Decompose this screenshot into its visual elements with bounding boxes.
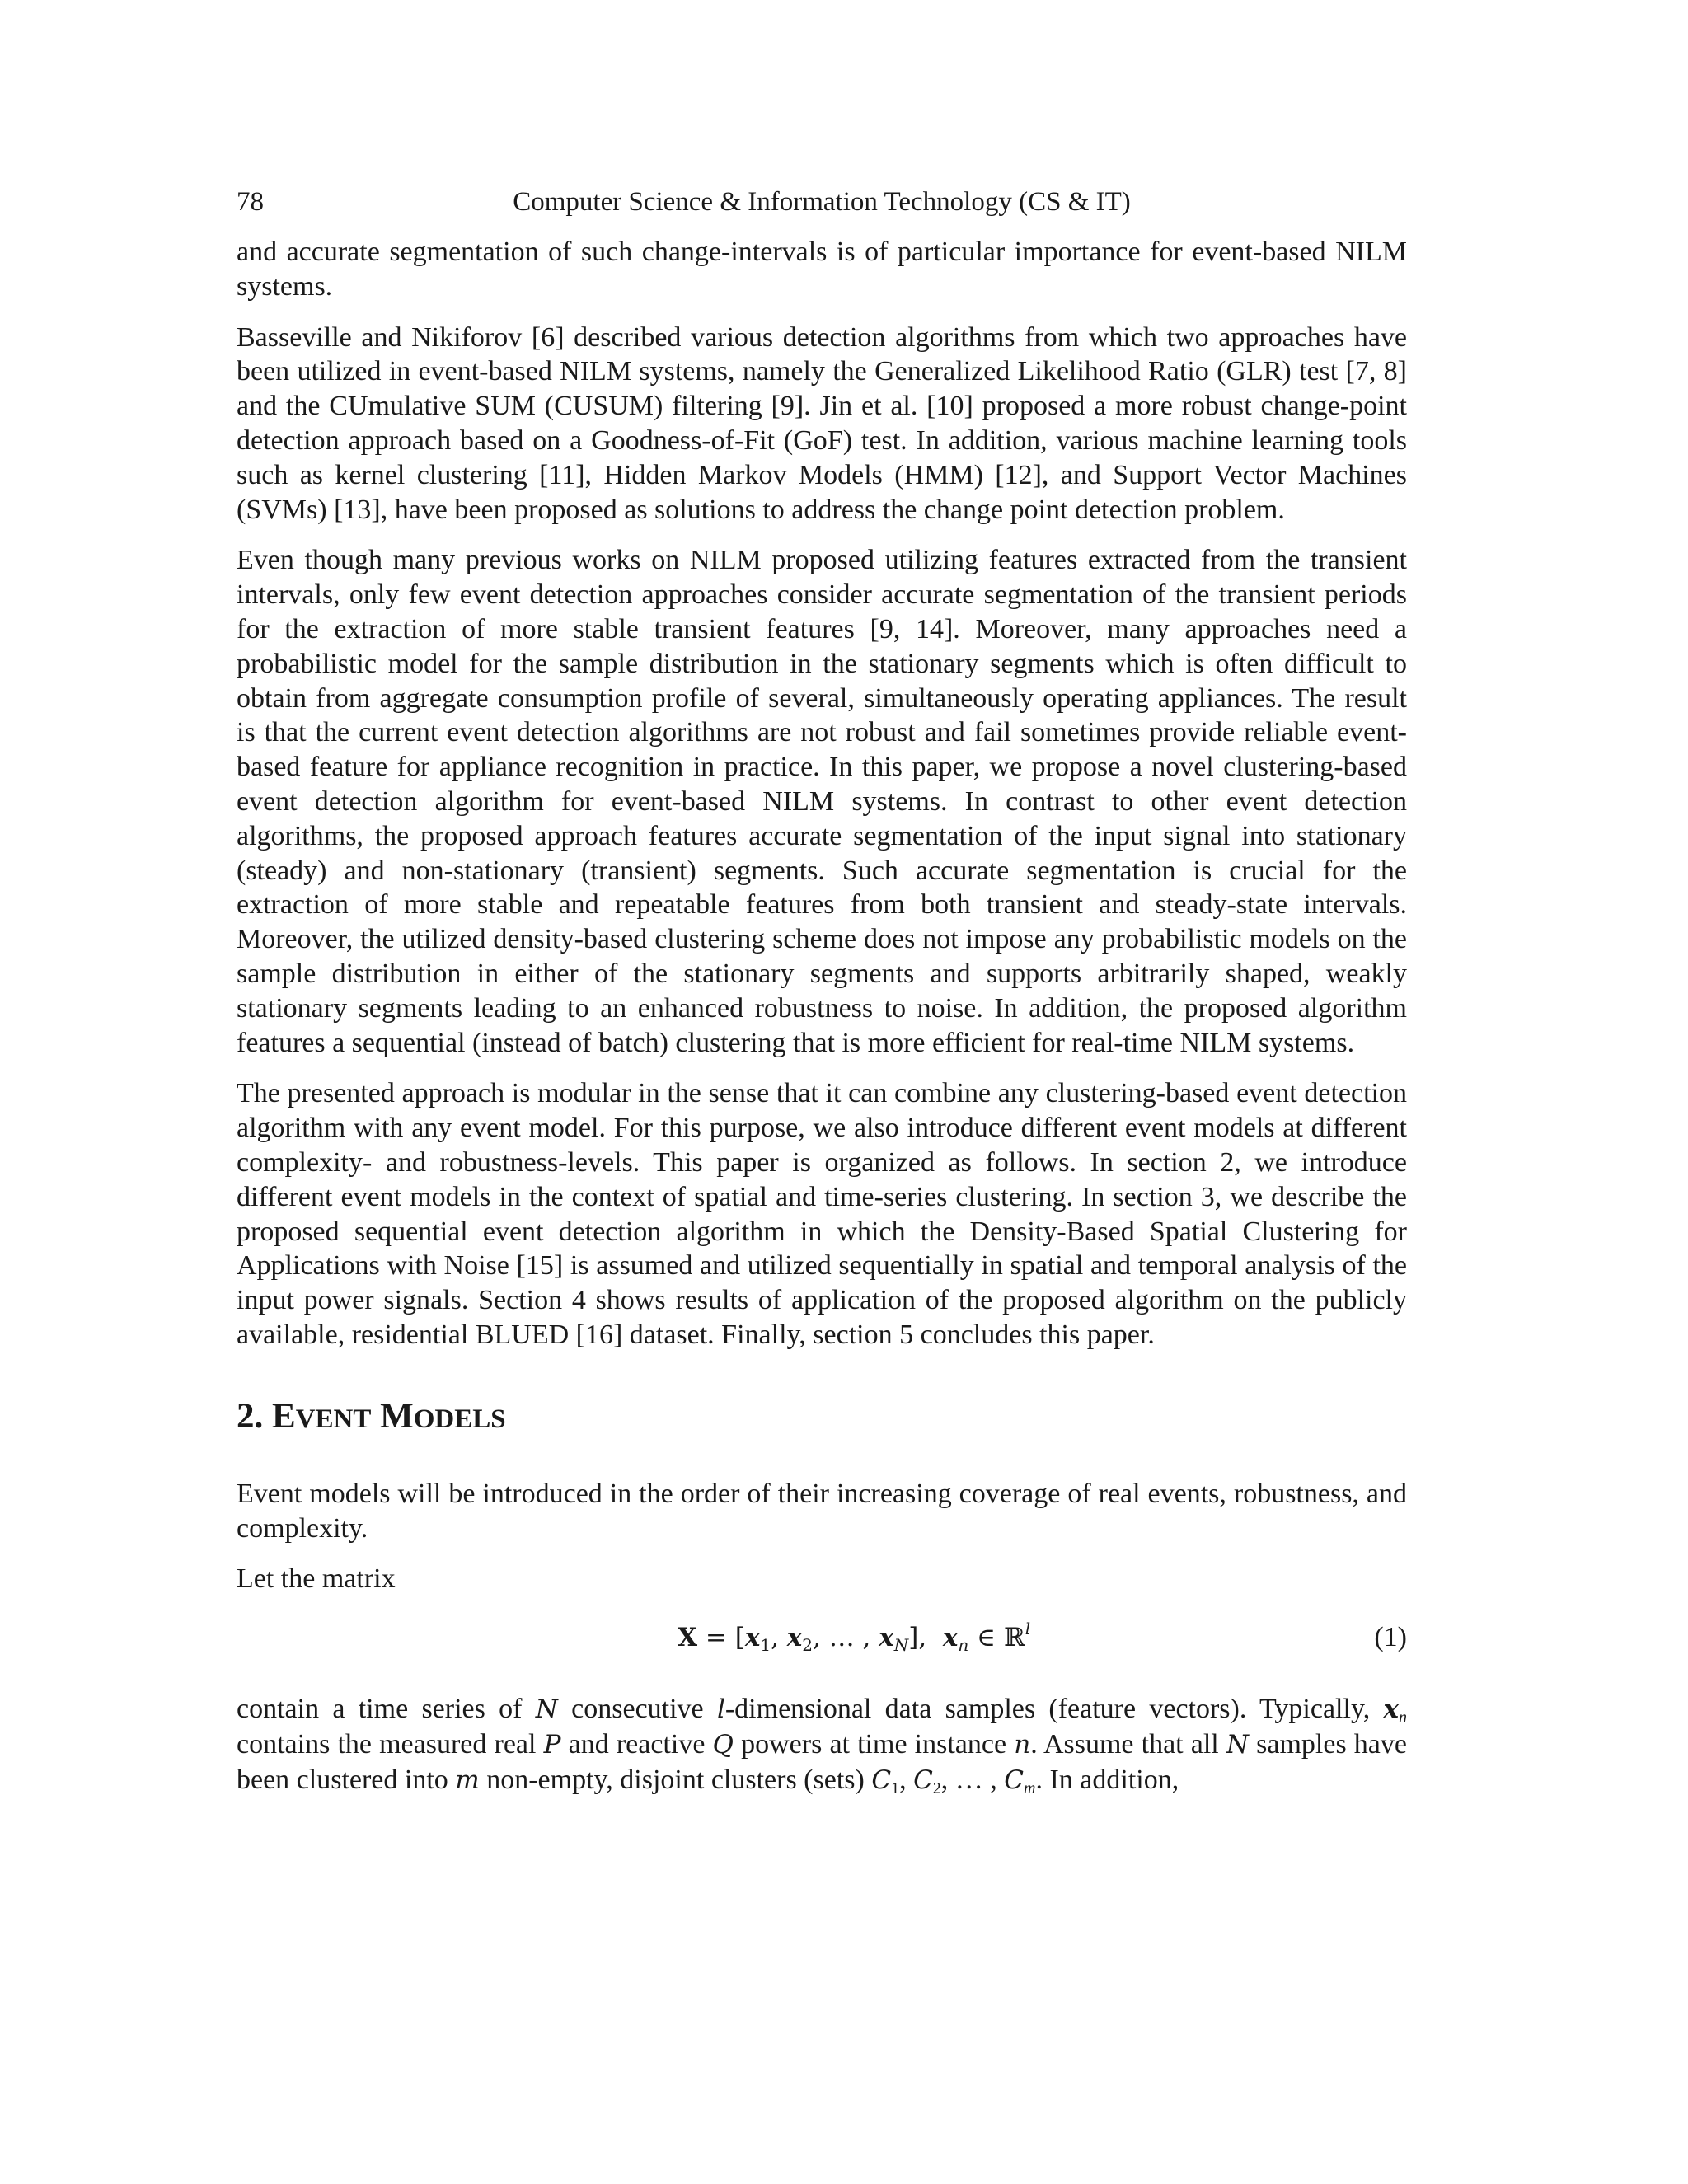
- page-header: [237, 183, 1407, 221]
- paragraph-organization: The presented approach is modular in the sense that it can combine any clustering-based event detection algorithm with any event model. For this purpose, we also introduce different event models at different complexity- and robustness-levels. This paper is organized as follows. In section 2, we introduce different event models in the context of spatial and time-series clustering. In section 3, we describe the proposed sequential event detection algorithm in which the Density-Based Spatial Clustering for Applications with Noise [15] is assumed and utilized sequentially in spatial and temporal analysis of the input power signals. Section 4 shows results of application of the proposed algorithm on the publicly available, residential BLUED [16] dataset. Finally, section 5 concludes this paper.: [237, 1078, 1407, 1350]
- section-number: 2.: [237, 1396, 264, 1436]
- page-number: 78: [237, 187, 264, 217]
- paragraph-motivation: Even though many previous works on NILM proposed utilizing features extracted from the transient intervals, only few event detection approaches consider accurate segmentation of the transient periods for the extraction of more stable transient features [9, 14]. Moreover, many approaches need a probabilistic model for the sample distribution in the stationary segments which is often difficult to obtain from aggregate consumption profile of several, simultaneously operating appliances. The result is that the current event detection algorithms are not robust and fail sometimes provide reliable event-based feature for appliance recognition in practice. In this paper, we propose a novel clustering-based event detection algorithm for event-based NILM systems. In contrast to other event detection algorithms, the proposed approach features accurate segmentation of the input signal into stationary (steady) and non-stationary (transient) segments. Such accurate segmentation is crucial for the extraction of more stable and repeatable features from both transient and steady-state intervals. Moreover, the utilized density-based clustering scheme does not impose any probabilistic models on the sample distribution in either of the stationary segments and supports arbitrarily shaped, weakly stationary segments leading to an enhanced robustness to noise. In addition, the proposed algorithm features a sequential (instead of batch) clustering that is more efficient for real-time NILM systems.: [237, 545, 1407, 1058]
- paragraph-event-models-intro: Event models will be introduced in the order of their increasing coverage of real events, robustness, and complexity.: [237, 1478, 1407, 1544]
- paragraph-let-matrix: Let the matrix: [237, 1563, 396, 1595]
- equation-1: [237, 1613, 1407, 1662]
- equation-number: (1): [1374, 1622, 1407, 1653]
- paragraph-continued: and accurate segmentation of such change-intervals is of particular importance for event-based NILM systems.: [237, 237, 1407, 302]
- paragraph-related-work: Basseville and Nikiforov [6] described various detection algorithms from which two approaches have been utilized in event-based NILM systems, namely the Generalized Likelihood Ratio (GLR) test [7, 8] and the CUmulative SUM (CUSUM) filtering [9]. Jin et al. [10] proposed a more robust change-point detection approach based on a Goodness-of-Fit (GoF) test. In addition, various machine learning tools such as kernel clustering [11], Hidden Markov Models (HMM) [12], and Support Vector Machines (SVMs) [13], have been proposed as solutions to address the change point detection problem.: [237, 321, 1407, 525]
- equation-formula: $X = [x_1$, $x_2$, … , $x_N$], $x_n$ ∈ ℝ$^l$: [678, 1619, 1031, 1656]
- journal-title: Computer Science & Information Technology (CS & IT): [513, 187, 1131, 217]
- section-heading: 2. EVENT MODELS: [237, 1396, 506, 1436]
- body-text: [237, 235, 1407, 1814]
- paragraph-time-series: contain a time series of N consecutive l-dimensional data samples (feature vectors). Typically, $x_n$ contains the measured real P and reactive Q powers at time instance n. Assume that all N samples have been clustered into m non-empty, disjoint clusters (sets) $C_1$, $C_2$, … , $C_m$. In addition,: [237, 1694, 1407, 1797]
